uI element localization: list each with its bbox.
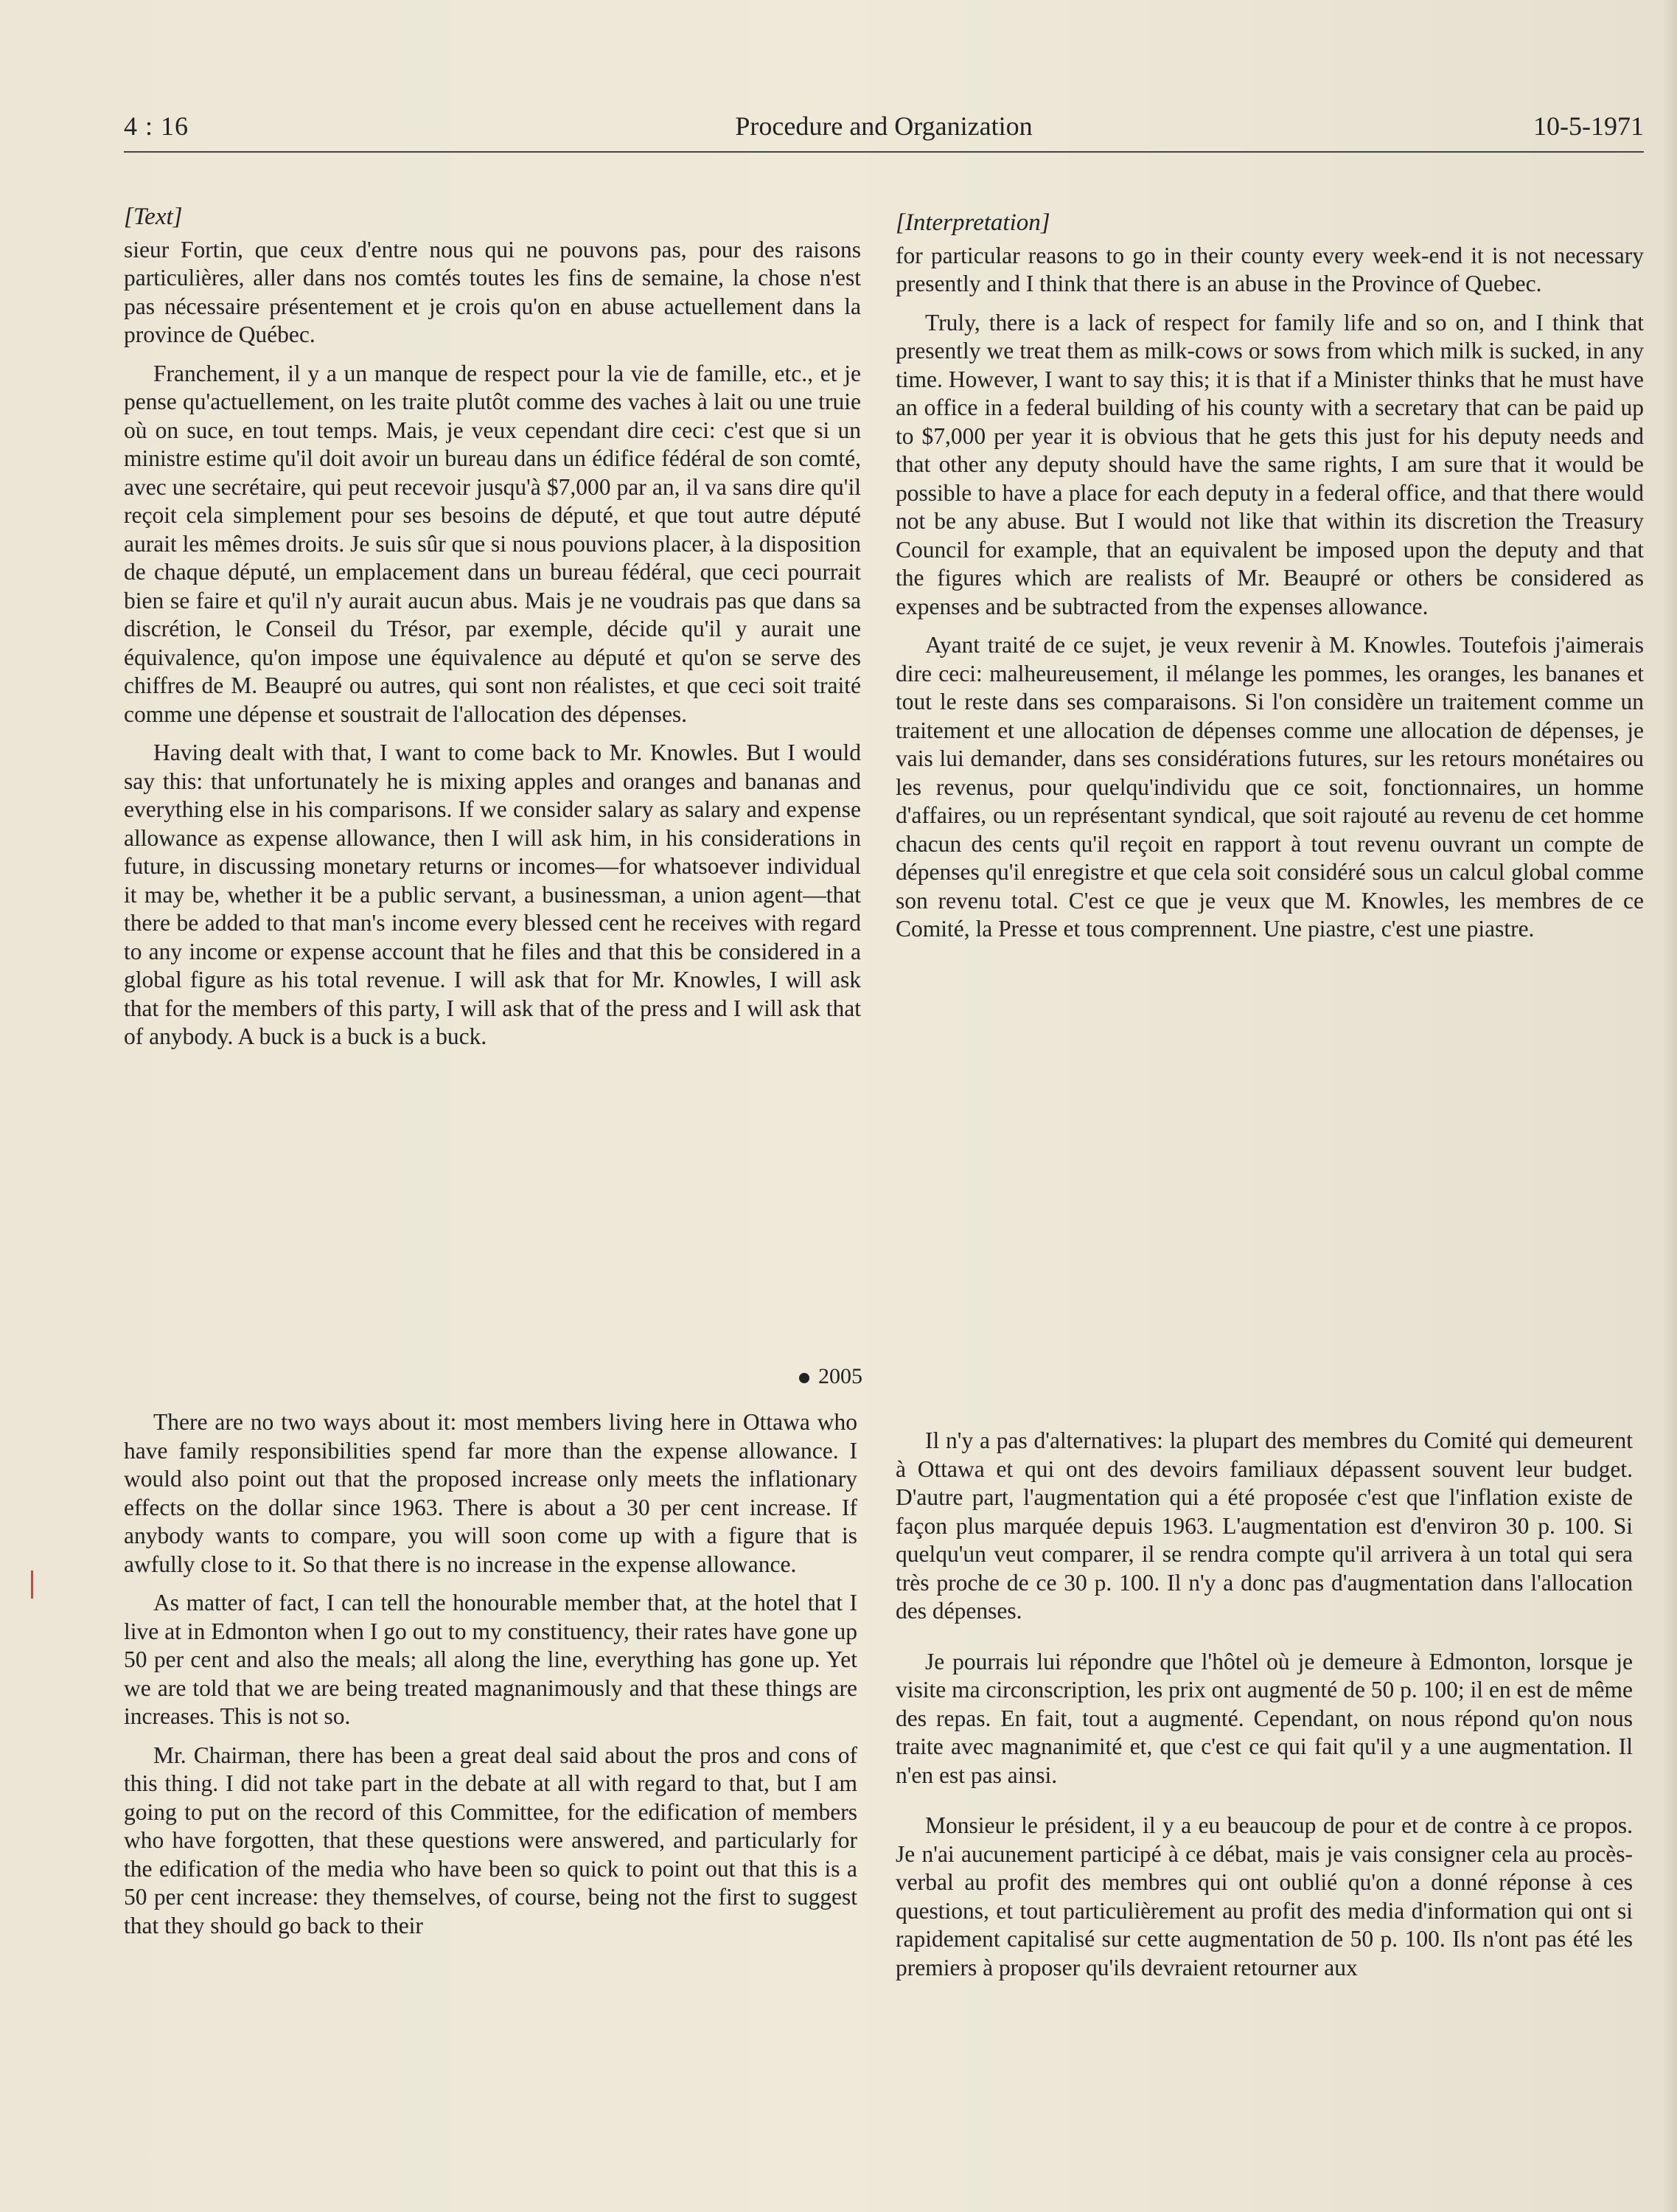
column-english (124, 1408, 857, 1950)
paragraph: Monsieur le président, il y a eu beaucoup de pour et de contre à ce propos. Je n'ai aucunement participé à ce débat, mais je vais consigner cela au procès-verbal au profit des membres qui ont oublié qu'on a donné réponse à ces questions, et tout particulièrement au profit des media d'information qui ont si rapidement capitalisé sur cette augmentation de 50 p. 100. Ils n'ont pas été les premiers à proposer qu'ils devraient retourner aux (896, 1812, 1633, 1980)
paragraph: for particular reasons to go in their county every week-end it is not necessary presently and I think that there is an abuse in the Province of Quebec. (896, 242, 1644, 296)
column-label-interpretation: [Interpretation] (896, 209, 1050, 236)
time-marker (700, 1364, 862, 1389)
margin-mark (31, 1571, 33, 1599)
column-french-translation (896, 1427, 1633, 2004)
running-title: Procedure and Organization (735, 111, 1033, 141)
page-header (124, 111, 1644, 155)
page-edge-shadow (1662, 0, 1677, 2212)
page-number: 4 : 16 (124, 111, 189, 141)
paragraph: There are no two ways about it: most members living here in Ottawa who have family responsibilities spend far more than the expense allowance. I would also point out that the proposed increase only meets the inflationary effects on the dollar since 1963. There is about a 30 per cent increase. If anybody wants to compare, you will soon come up with a figure that is awfully close to it. So that there is no increase in the expense allowance. (124, 1409, 857, 1577)
header-rule (124, 151, 1644, 153)
time-marker-value: 2005 (818, 1364, 862, 1388)
column-text-french (124, 203, 861, 1062)
paragraph: Je pourrais lui répondre que l'hôtel où je demeure à Edmonton, lorsque je visite ma circonscription, les prix ont augmenté de 50 p. 100; il en est de même des repas. En fait, tout a augmenté. Cependant, on nous répond qu'on nous traite avec magnanimité et, que c'est ce qui fait qu'il y a une augmentation. Il n'en est pas ainsi. (896, 1648, 1633, 1788)
paragraph: As matter of fact, I can tell the honourable member that, at the hotel that I live at in Edmonton when I go out to my constituency, their rates have gone up 50 per cent and also the meals; all along the line, everything has gone up. Yet we are told that we are being treated magnanimously and that these things are increases. This is not so. (124, 1590, 857, 1729)
paragraph: Truly, there is a lack of respect for family life and so on, and I think that presently we treat them as milk-cows or sows from which milk is sucked, in any time. However, I want to say this; it is that if a Minister thinks that he must have an office in a federal building of his county with a secretary that can be paid up to $7,000 per year it is obvious that he gets this just for his deputy needs and that other any deputy should have the same rights, I am sure that it would be possible to have a place for each deputy in a federal office, and that there would not be any abuse. But I would not like that within its discretion the Treasury Council for example, that an equivalent be imposed upon the deputy and that the figures which are realists of Mr. Beaupré or others be considered as expenses and be subtracted from the expenses allowance. (896, 309, 1644, 619)
paragraph: Franchement, il y a un manque de respect pour la vie de famille, etc., et je pense qu'actuellement, on les traite plutôt comme des vaches à lait ou une truie où on suce, en tout temps. Mais, je veux cependant dire ceci: c'est que si un ministre estime qu'il doit avoir un bureau dans un édifice fédéral de son comté, avec une secrétaire, qui peut recevoir jusqu'à $7,000 par an, il va sans dire qu'il reçoit cela simplement pour ses besoins de député, et que tout autre député aurait les mêmes droits. Je suis sûr que si nous pouvions placer, à la disposition de chaque député, un emplacement dans un bureau fédéral, que ceci pourrait bien se faire et qu'il n'y aurait aucun abus. Mais je ne voudrais pas que dans sa discrétion, le Conseil du Trésor, par exemple, décide qu'il y aurait une équivalence, qu'on impose une équivalence au député et qu'on se serve des chiffres de M. Beaupré ou autres, qui sont non réalistes, et que ceci soit traité comme une dépense et soustrait de l'allocation des dépenses. (124, 360, 861, 727)
paragraph: sieur Fortin, que ceux d'entre nous qui ne pouvons pas, pour des raisons particulières, aller dans nos comtés toutes les fins de semaine, la chose n'est pas nécessaire présentement et je crois qu'on en abuse actuellement dans la province de Québec. (124, 236, 861, 347)
bullet-icon (799, 1373, 809, 1383)
column-interpretation (896, 209, 1644, 954)
column-label-text: [Text] (124, 204, 183, 230)
paragraph: Mr. Chairman, there has been a great deal said about the pros and cons of this thing. I did not take part in the debate at all with regard to that, but I am going to put on the record of this Committee, for the edification of members who have forgotten, that these questions were answered, and particularly for the edification of the media who have been so quick to point out that this is a 50 per cent increase: they themselves, of course, being not the first to suggest that they should go back to their (124, 1742, 857, 1938)
paragraph: Ayant traité de ce sujet, je veux revenir à M. Knowles. Toutefois j'aimerais dire ceci: malheureusement, il mélange les pommes, les oranges, les bananes et tout le reste dans ses comparaisons. Si l'on considère un traitement comme un traitement et une allocation de dépenses comme une allocation de dépenses, je vais lui demander, dans ses considérations futures, sur les retours monétaires ou les revenus, pour quelqu'individu que ce soit, fonctionnaires, un homme d'affaires, ou un représentant syndical, que soit rajouté au revenu de cet homme chacun des cents qu'il reçoit en rapport à tout revenu ouvrant un compte de dépenses qu'il enregistre et que cela soit considéré sous un calcul global comme son revenu total. C'est ce que je veux que M. Knowles, les membres de ce Comité, la Presse et tous comprennent. Une piastre, c'est une piastre. (896, 632, 1644, 942)
page-date: 10-5-1971 (1533, 111, 1644, 141)
paragraph: Having dealt with that, I want to come back to Mr. Knowles. But I would say this: that unfortunately he is mixing apples and oranges and bananas and everything else in his comparisons. If we consider salary as salary and expense allowance as expense allowance, then I will ask him, in his considerations in future, in discussing monetary returns or incomes—for whatsoever individual it may be, whether it be a public servant, a businessman, a union agent—that there be added to that man's income every blessed cent he receives with regard to any income or expense account that he files and that this be considered in a global figure as his total revenue. I will ask that for Mr. Knowles, I will ask that for the members of this party, I will ask that of the press and I will ask that of anybody. A buck is a buck is a buck. (124, 740, 861, 1049)
paragraph: Il n'y a pas d'alternatives: la plupart des membres du Comité qui demeurent à Ottawa et qui ont des devoirs familiaux dépassent souvent leur budget. D'autre part, l'augmentation qui a été proposée c'est que l'inflation existe de façon plus marquée depuis 1963. L'augmentation est d'environ 30 p. 100. Si quelqu'un veut comparer, il se rendra compte qu'il arrivera à un total qui sera très proche de ce 30 p. 100. Il n'y a donc pas d'augmentation dans l'allocation des dépenses. (896, 1427, 1633, 1624)
